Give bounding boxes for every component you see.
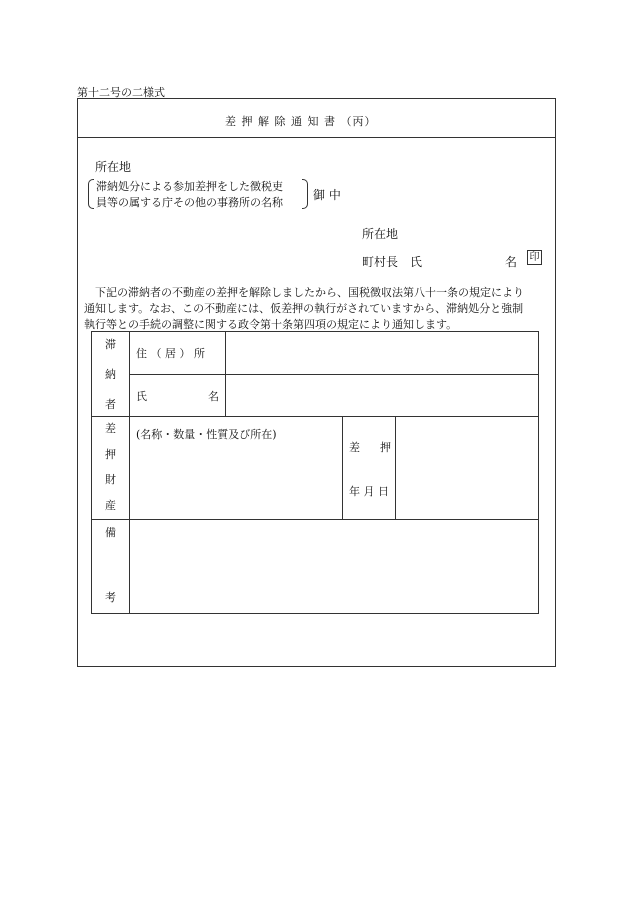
- form-number: 第十二号の二様式: [77, 86, 165, 99]
- taxpayer-char: 納: [105, 368, 116, 381]
- detail-table: [91, 331, 539, 614]
- document-title: 差 押 解 除 通 知 書 （丙）: [225, 115, 377, 128]
- addressee-name-line1: 滞納処分による参加差押をした徴税吏: [96, 180, 283, 193]
- taxpayer-char: 者: [105, 398, 116, 411]
- sender-address-label: 所在地: [362, 227, 399, 241]
- taxpayer-name-label-1: 氏: [136, 390, 147, 404]
- body-line-3: 執行等との手続の調整に関する政令第十条第四項の規定により通知します。: [84, 318, 458, 331]
- addressee-address-label: 所在地: [95, 160, 132, 174]
- remarks-value[interactable]: [130, 520, 539, 614]
- seizure-date-value[interactable]: [396, 417, 539, 520]
- sender-name-label: 名: [505, 255, 518, 269]
- addressee-name-line2: 員等の属する庁その他の事務所の名称: [96, 196, 283, 209]
- taxpayer-name-label-2: 名: [208, 390, 219, 404]
- property-description-cell[interactable]: [130, 417, 343, 520]
- remarks-header: [92, 520, 130, 614]
- taxpayer-char: 滞: [105, 338, 116, 351]
- property-note: (名称・数量・性質及び所在): [136, 428, 277, 441]
- taxpayer-address-value[interactable]: [226, 332, 539, 375]
- taxpayer-name-value[interactable]: [226, 374, 539, 417]
- remarks-char: 考: [105, 591, 116, 604]
- taxpayer-address-label: 住 （ 居 ） 所: [130, 332, 226, 375]
- seal-mark: 印: [527, 250, 542, 265]
- seizure-date-label-cell: [343, 417, 396, 520]
- body-line-1: 下記の滞納者の不動産の差押を解除しましたから、国税徴収法第八十一条の規定により: [95, 286, 524, 299]
- seizure-label-1: 差: [349, 441, 360, 454]
- sender-title-label: 町村長 氏: [362, 255, 423, 269]
- seizure-label-2: 押: [380, 441, 391, 454]
- title-divider: [77, 137, 556, 138]
- seizure-date-label: 年 月 日: [349, 485, 389, 498]
- property-char: 財: [105, 473, 116, 487]
- left-bracket: [88, 179, 94, 209]
- property-char: 差: [105, 422, 116, 435]
- honorific: 御 中: [313, 188, 341, 202]
- right-bracket: [302, 179, 308, 209]
- property-char: 産: [105, 498, 116, 512]
- taxpayer-header: [92, 332, 130, 417]
- remarks-char: 備: [105, 526, 116, 539]
- body-line-2: 通知します。なお、この不動産には、仮差押の執行がされていますから、滞納処分と強制: [84, 302, 524, 315]
- property-header: [92, 417, 130, 520]
- property-char: 押: [105, 447, 116, 461]
- taxpayer-name-label-cell: [130, 374, 226, 417]
